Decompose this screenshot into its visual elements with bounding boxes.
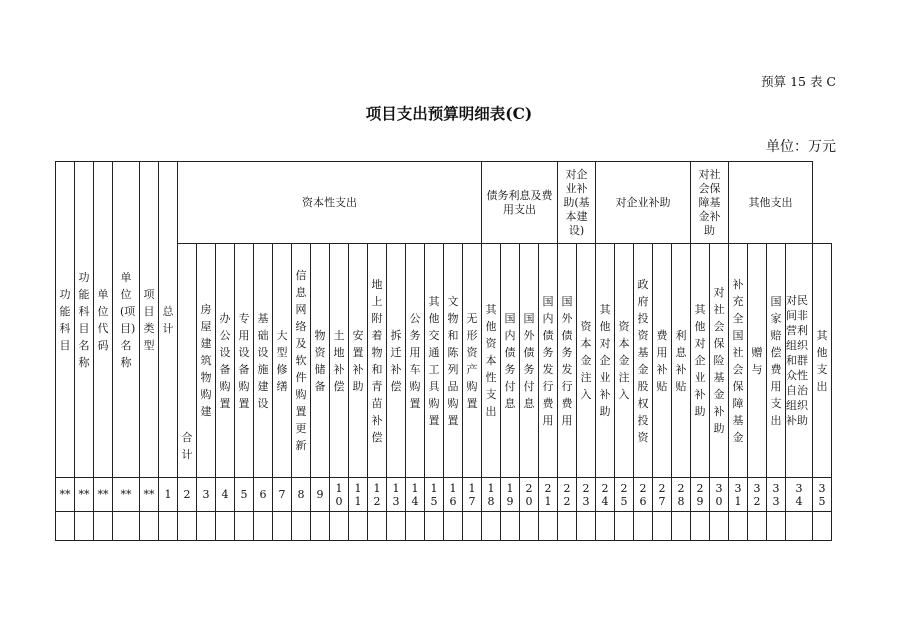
column-code: [330, 478, 349, 512]
column-code: [539, 478, 558, 512]
column-code-value: **: [97, 488, 109, 501]
sub-col-label: 房屋建筑物购建: [200, 303, 212, 418]
sub-col-label: 利息补贴: [675, 328, 687, 393]
column-code: [140, 478, 159, 512]
col-header-6: [159, 162, 178, 478]
column-code: [235, 478, 254, 512]
sub-col-label: 公务用车购置: [409, 311, 421, 410]
column-code: [558, 478, 577, 512]
data-cell[interactable]: [178, 512, 197, 541]
budget-table: [55, 161, 832, 541]
column-code-value: 1: [164, 488, 172, 501]
sub-col-label: 拆迁补偿: [390, 328, 402, 393]
data-cell[interactable]: [387, 512, 406, 541]
column-code-value: 6: [259, 488, 267, 501]
sub-col-header-12: [387, 244, 406, 478]
group-label: 其他支出: [748, 195, 793, 209]
column-code: [710, 478, 729, 512]
column-code: [349, 478, 368, 512]
data-cell[interactable]: [56, 512, 75, 541]
column-code: [672, 478, 691, 512]
sub-col-header-14: [425, 244, 444, 478]
sub-col-header-25: [634, 244, 653, 478]
column-code: [292, 478, 311, 512]
group-header-capital: [178, 162, 482, 244]
column-code-value: 33: [772, 481, 780, 508]
column-code-value: 10: [335, 481, 343, 508]
group-header-other: [729, 162, 813, 244]
column-code-value: **: [120, 488, 132, 501]
sub-col-header-28: [691, 244, 710, 478]
column-code: [596, 478, 615, 512]
page-title: 项目支出预算明细表(C): [365, 104, 533, 123]
sub-col-label: 合计: [181, 431, 193, 461]
sub-col-label: 国内债务发行费用: [542, 294, 554, 427]
sub-col-header-4: [235, 244, 254, 478]
column-code: [653, 478, 672, 512]
sub-col-header-18: [501, 244, 520, 478]
data-cell[interactable]: [729, 512, 748, 541]
data-cell[interactable]: [520, 512, 539, 541]
sub-col-label: 其他支出: [816, 328, 828, 393]
data-cell[interactable]: [235, 512, 254, 541]
data-cell[interactable]: [197, 512, 216, 541]
column-code: [482, 478, 501, 512]
sub-col-label: 其他对企业补助: [694, 303, 706, 418]
sub-col-label: 其他交通工具购置: [428, 294, 440, 427]
sub-col-label: 政府投资基金股权投资: [637, 277, 649, 444]
group-header-debt: [482, 162, 558, 244]
data-cell[interactable]: [596, 512, 615, 541]
sub-col-header-16: [463, 244, 482, 478]
sub-col-label: 地上附着物和青苗补偿: [371, 277, 383, 444]
data-cell[interactable]: [691, 512, 710, 541]
sub-col-header-5: [254, 244, 273, 478]
data-cell[interactable]: [501, 512, 520, 541]
column-code: [406, 478, 425, 512]
sub-col-header-10: [349, 244, 368, 478]
sub-col-label: 国外债务付息: [523, 311, 535, 410]
sub-col-header-27: [672, 244, 691, 478]
column-code-value: 7: [278, 488, 286, 501]
sub-col-header-17: [482, 244, 501, 478]
data-cell[interactable]: [634, 512, 653, 541]
column-code: [94, 478, 113, 512]
sub-col-header-34: [813, 244, 832, 478]
data-cell[interactable]: [75, 512, 94, 541]
group-header-subsidy_capital: [558, 162, 596, 244]
column-code-value: 25: [620, 481, 628, 508]
sub-col-label: 费用补贴: [656, 328, 668, 393]
column-code-value: 24: [601, 481, 609, 508]
sub-col-label: 资本金注入: [580, 320, 592, 401]
column-code: [813, 478, 832, 512]
column-code-value: 4: [221, 488, 229, 501]
data-cell[interactable]: [444, 512, 463, 541]
sub-col-header-24: [615, 244, 634, 478]
column-code: [786, 478, 813, 512]
col-header-3: [94, 162, 113, 478]
sub-col-label: 大型修缮: [276, 328, 288, 393]
column-code: [56, 478, 75, 512]
sub-col-header-31: [748, 244, 767, 478]
data-cell[interactable]: [159, 512, 178, 541]
column-code-value: **: [59, 488, 71, 501]
column-code-value: 26: [639, 481, 647, 508]
group-label: 对企业补助(基本建设): [563, 167, 590, 237]
data-cell[interactable]: [748, 512, 767, 541]
column-code: [729, 478, 748, 512]
sub-col-header-15: [444, 244, 463, 478]
col-header-2: [75, 162, 94, 478]
data-cell[interactable]: [615, 512, 634, 541]
sub-col-label: 其他资本性支出: [485, 303, 497, 418]
column-code: [444, 478, 463, 512]
column-code: [387, 478, 406, 512]
column-code-value: 12: [373, 481, 381, 508]
sub-col-label: 国内债务付息: [504, 311, 516, 410]
sub-col-header-2: [197, 244, 216, 478]
col-header-4: [113, 162, 140, 478]
data-cell[interactable]: [672, 512, 691, 541]
sub-col-header-7: [292, 244, 311, 478]
column-code: [254, 478, 273, 512]
group-label: 对社会保障基金补助: [698, 167, 721, 237]
data-cell[interactable]: [653, 512, 672, 541]
sub-col-header-13: [406, 244, 425, 478]
data-cell[interactable]: [140, 512, 159, 541]
sub-col-label: 国外债务发行费用: [561, 294, 573, 427]
column-code-value: **: [78, 488, 90, 501]
group-header-subsidy: [596, 162, 691, 244]
column-code: [178, 478, 197, 512]
column-code-value: 29: [696, 481, 704, 508]
col-header-label: 项目类型: [143, 287, 155, 352]
column-code: [501, 478, 520, 512]
data-cell[interactable]: [482, 512, 501, 541]
column-code: [368, 478, 387, 512]
sub-col-label: 补充全国社会保障基金: [732, 277, 744, 444]
sub-col-label: 土地补偿: [333, 328, 345, 393]
data-cell[interactable]: [406, 512, 425, 541]
column-code-value: 18: [487, 481, 495, 508]
sub-col-label: 物资储备: [314, 328, 326, 393]
column-code-value: 13: [392, 481, 400, 508]
column-code-value: 32: [753, 481, 761, 508]
column-code-value: 9: [316, 488, 324, 501]
column-code: [197, 478, 216, 512]
column-code-value: 16: [449, 481, 457, 508]
col-header-label: 单位代码: [97, 287, 109, 352]
data-cell[interactable]: [273, 512, 292, 541]
column-code-value: 34: [795, 481, 803, 508]
sub-col-header-33: [786, 244, 813, 478]
sub-col-label: 专用设备购置: [238, 311, 250, 410]
column-code: [577, 478, 596, 512]
unit-label: 单位：万元: [766, 139, 836, 155]
col-header-label: 功能科目名称: [78, 270, 90, 369]
sub-col-label: 文物和陈列品购置: [447, 294, 459, 427]
column-code: [520, 478, 539, 512]
column-code: [767, 478, 786, 512]
column-code-value: 5: [240, 488, 248, 501]
column-code-value: 8: [297, 488, 305, 501]
column-code: [748, 478, 767, 512]
sub-col-header-26: [653, 244, 672, 478]
data-cell[interactable]: [577, 512, 596, 541]
sub-col-header-29: [710, 244, 729, 478]
col-header-5: [140, 162, 159, 478]
sub-col-label: 无形资产购置: [466, 311, 478, 410]
col-header-label: 总计: [162, 304, 174, 335]
data-cell[interactable]: [94, 512, 113, 541]
column-code-value: 17: [468, 481, 476, 508]
data-cell[interactable]: [710, 512, 729, 541]
data-cell[interactable]: [292, 512, 311, 541]
column-code-value: 14: [411, 481, 419, 508]
sub-col-label: 安置补助: [352, 328, 364, 393]
column-code: [75, 478, 94, 512]
data-cell[interactable]: [813, 512, 832, 541]
column-code: [113, 478, 140, 512]
data-cell[interactable]: [311, 512, 330, 541]
column-code: [311, 478, 330, 512]
column-code-value: 15: [430, 481, 438, 508]
col-header-label: 单位(项目)名称: [120, 270, 136, 369]
sub-col-header-23: [596, 244, 615, 478]
data-cell[interactable]: [463, 512, 482, 541]
sub-col-label: 其他对企业补助: [599, 303, 611, 418]
data-cell[interactable]: [113, 512, 140, 541]
column-code-value: 2: [183, 488, 191, 501]
column-code: [691, 478, 710, 512]
data-cell[interactable]: [558, 512, 577, 541]
sub-col-header-21: [558, 244, 577, 478]
group-label: 对企业补助: [615, 195, 671, 209]
column-code-value: 19: [506, 481, 514, 508]
form-code: 预算 15 表 C: [761, 74, 836, 89]
group-header-social: [691, 162, 729, 244]
group-label: 债务利息及费用支出: [486, 188, 553, 216]
data-cell[interactable]: [330, 512, 349, 541]
sub-col-header-9: [330, 244, 349, 478]
sub-col-header-1: [178, 244, 197, 478]
column-code-value: 3: [202, 488, 210, 501]
column-code-value: 30: [715, 481, 723, 508]
col-header-1: [56, 162, 75, 478]
sub-col-header-32: [767, 244, 786, 478]
sub-col-label: 基础设施建设: [257, 311, 269, 410]
sub-col-header-30: [729, 244, 748, 478]
sub-col-header-19: [520, 244, 539, 478]
sub-col-label: 信息网络及软件购置更新: [295, 269, 307, 452]
sub-col-label: 国家赔偿费用支出: [770, 294, 782, 427]
sub-col-label: 对民间非营利组织和群众性自治组织补助: [786, 294, 808, 427]
column-code: [273, 478, 292, 512]
sub-col-label: 资本金注入: [618, 320, 630, 401]
group-label: 资本性支出: [302, 195, 357, 209]
sub-col-header-3: [216, 244, 235, 478]
data-cell[interactable]: [786, 512, 813, 541]
column-code: [463, 478, 482, 512]
sub-col-header-20: [539, 244, 558, 478]
column-code-value: 31: [734, 481, 742, 508]
column-code-value: 35: [818, 481, 826, 508]
column-code: [425, 478, 444, 512]
data-cell[interactable]: [767, 512, 786, 541]
data-cell[interactable]: [539, 512, 558, 541]
column-code: [634, 478, 653, 512]
sub-col-header-22: [577, 244, 596, 478]
sub-col-label: 赠与: [751, 345, 763, 376]
col-header-label: 功能科目: [59, 287, 71, 352]
column-code: [216, 478, 235, 512]
data-cell[interactable]: [216, 512, 235, 541]
data-cell[interactable]: [349, 512, 368, 541]
column-code: [159, 478, 178, 512]
column-code-value: 20: [525, 481, 533, 508]
column-code-value: **: [143, 488, 155, 501]
column-code: [615, 478, 634, 512]
column-code-value: 22: [563, 481, 571, 508]
data-cell[interactable]: [425, 512, 444, 541]
sub-col-label: 办公设备购置: [219, 311, 231, 410]
sub-col-header-8: [311, 244, 330, 478]
column-code-value: 11: [354, 481, 362, 508]
column-code-value: 28: [677, 481, 685, 508]
column-code-value: 21: [544, 481, 552, 508]
data-cell[interactable]: [368, 512, 387, 541]
sub-col-header-6: [273, 244, 292, 478]
column-code-value: 27: [658, 481, 666, 508]
sub-col-label: 对社会保险基金补助: [713, 286, 725, 435]
column-code-value: 23: [582, 481, 590, 508]
sub-col-header-11: [368, 244, 387, 478]
data-cell[interactable]: [254, 512, 273, 541]
